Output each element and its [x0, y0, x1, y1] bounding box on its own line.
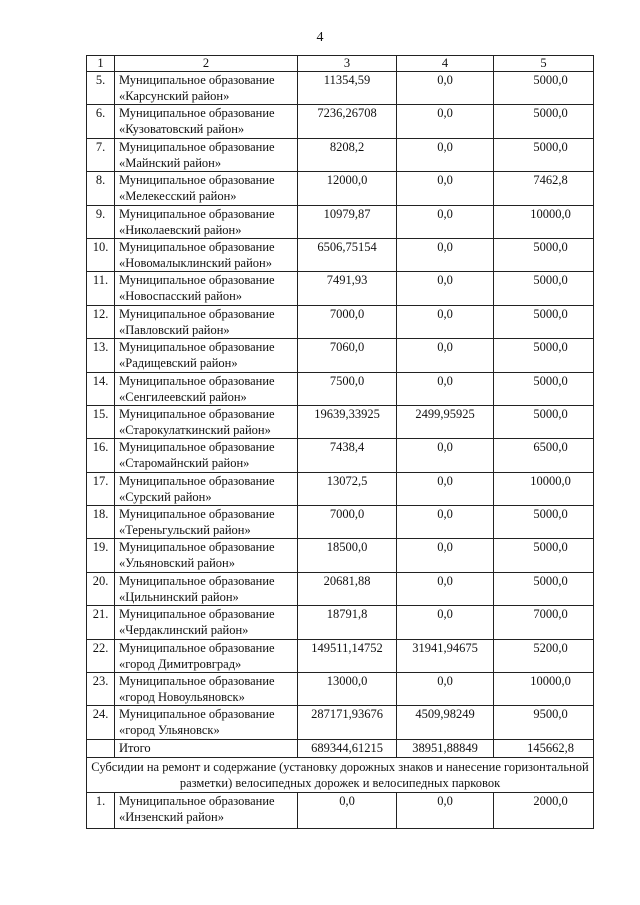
total-row	[87, 739, 594, 757]
row-number: 15.	[87, 405, 115, 438]
row-number: 14.	[87, 372, 115, 405]
municipality-title: «Кузоватовский район»	[119, 122, 245, 137]
municipality-type: Муниципальное образование	[119, 306, 275, 321]
value-col-3: 13000,0	[298, 673, 397, 706]
municipality-type: Муниципальное образование	[119, 707, 275, 722]
municipality-name	[115, 539, 298, 572]
municipality-type: Муниципальное образование	[119, 507, 275, 522]
value-col-4: 2499,95925	[397, 405, 494, 438]
municipality-title: «Павловский район»	[119, 322, 230, 337]
value-col-3: 20681,88	[298, 572, 397, 605]
value-col-4: 0,0	[397, 439, 494, 472]
value-col-5: 10000,0	[494, 673, 594, 706]
value-col-4: 0,0	[397, 606, 494, 639]
municipality-title: «Ульяновский район»	[119, 556, 235, 571]
value-col-3: 7236,26708	[298, 105, 397, 138]
municipality-title: «город Ульяновск»	[119, 723, 220, 738]
municipality-name	[115, 606, 298, 639]
municipality-name	[115, 792, 298, 828]
value-col-4: 0,0	[397, 305, 494, 338]
value-col-5: 5000,0	[494, 72, 594, 105]
header-row	[87, 56, 594, 72]
row-number: 6.	[87, 105, 115, 138]
page-number: 4	[316, 30, 324, 45]
value-col-4: 0,0	[397, 272, 494, 305]
value-col-3: 13072,5	[298, 472, 397, 505]
municipality-title: «Радищевский район»	[119, 356, 238, 371]
row-number: 20.	[87, 572, 115, 605]
value-col-4: 0,0	[397, 792, 494, 828]
value-col-4: 0,0	[397, 72, 494, 105]
value-col-5: 5000,0	[494, 138, 594, 171]
value-col-5: 5000,0	[494, 105, 594, 138]
value-col-5: 10000,0	[494, 472, 594, 505]
municipality-type: Муниципальное образование	[119, 106, 275, 121]
table-body	[87, 72, 594, 829]
municipality-name	[115, 305, 298, 338]
municipality-type: Муниципальное образование	[119, 674, 275, 689]
municipality-type: Муниципальное образование	[119, 273, 275, 288]
municipality-type: Муниципальное образование	[119, 573, 275, 588]
municipality-title: «Новоспасский район»	[119, 289, 243, 304]
header-col-5: 5	[494, 56, 594, 72]
municipality-name	[115, 105, 298, 138]
value-col-3: 7491,93	[298, 272, 397, 305]
municipality-type: Муниципальное образование	[119, 406, 275, 421]
table-row	[87, 606, 594, 639]
municipality-type: Муниципальное образование	[119, 640, 275, 655]
table-row	[87, 639, 594, 672]
municipality-type: Муниципальное образование	[119, 607, 275, 622]
value-col-4: 0,0	[397, 205, 494, 238]
municipality-type: Муниципальное образование	[119, 473, 275, 488]
row-number: 1.	[87, 792, 115, 828]
municipality-name	[115, 472, 298, 505]
municipality-name	[115, 506, 298, 539]
municipality-name	[115, 238, 298, 271]
row-number: 9.	[87, 205, 115, 238]
header-col-4: 4	[397, 56, 494, 72]
municipality-type: Муниципальное образование	[119, 139, 275, 154]
municipality-title: «город Новоульяновск»	[119, 690, 245, 705]
municipality-title: «Цильнинский район»	[119, 589, 239, 604]
table-row	[87, 238, 594, 271]
value-col-3: 7438,4	[298, 439, 397, 472]
municipality-name	[115, 372, 298, 405]
value-col-4: 0,0	[397, 472, 494, 505]
row-number: 10.	[87, 238, 115, 271]
row-number: 5.	[87, 72, 115, 105]
value-col-5: 6500,0	[494, 439, 594, 472]
total-col-5: 145662,8	[494, 739, 594, 757]
table-row	[87, 539, 594, 572]
table-row	[87, 372, 594, 405]
municipality-type: Муниципальное образование	[119, 73, 275, 87]
municipality-title: «Тереньгульский район»	[119, 523, 251, 538]
municipality-title: «Сенгилеевский район»	[119, 389, 247, 404]
table-row	[87, 339, 594, 372]
value-col-3: 7500,0	[298, 372, 397, 405]
value-col-3: 6506,75154	[298, 238, 397, 271]
municipality-name	[115, 706, 298, 739]
municipality-type: Муниципальное образование	[119, 340, 275, 355]
municipality-type: Муниципальное образование	[119, 173, 275, 188]
municipality-title: «Карсунский район»	[119, 89, 230, 103]
value-col-5: 5000,0	[494, 272, 594, 305]
municipality-title: «Мелекесский район»	[119, 189, 237, 204]
value-col-3: 19639,33925	[298, 405, 397, 438]
value-col-3: 0,0	[298, 792, 397, 828]
value-col-4: 0,0	[397, 105, 494, 138]
municipality-title: «Николаевский район»	[119, 222, 242, 237]
table-row	[87, 272, 594, 305]
table-row	[87, 72, 594, 105]
value-col-4: 0,0	[397, 172, 494, 205]
table-row	[87, 172, 594, 205]
header-col-1: 1	[87, 56, 115, 72]
municipality-type: Муниципальное образование	[119, 540, 275, 555]
row-number: 19.	[87, 539, 115, 572]
row-number: 22.	[87, 639, 115, 672]
value-col-5: 5200,0	[494, 639, 594, 672]
value-col-5: 5000,0	[494, 405, 594, 438]
value-col-4: 0,0	[397, 372, 494, 405]
value-col-3: 18500,0	[298, 539, 397, 572]
table-row	[87, 305, 594, 338]
section-header-row	[87, 757, 594, 792]
row-number: 13.	[87, 339, 115, 372]
municipality-name	[115, 639, 298, 672]
value-col-3: 12000,0	[298, 172, 397, 205]
value-col-5: 2000,0	[494, 792, 594, 828]
table-row	[87, 472, 594, 505]
municipality-type: Муниципальное образование	[119, 440, 275, 455]
table-row	[87, 792, 594, 828]
table-row	[87, 405, 594, 438]
municipality-type: Муниципальное образование	[119, 373, 275, 388]
municipality-title: «Старокулаткинский район»	[119, 422, 271, 437]
municipality-type: Муниципальное образование	[119, 206, 275, 221]
municipality-name	[115, 205, 298, 238]
municipality-name	[115, 138, 298, 171]
value-col-5: 7000,0	[494, 606, 594, 639]
municipality-type: Муниципальное образование	[119, 793, 275, 808]
value-col-4: 0,0	[397, 138, 494, 171]
municipality-name	[115, 72, 298, 105]
row-number: 21.	[87, 606, 115, 639]
value-col-3: 7000,0	[298, 305, 397, 338]
table-row	[87, 138, 594, 171]
table-row	[87, 673, 594, 706]
value-col-5: 5000,0	[494, 238, 594, 271]
header-col-2: 2	[115, 56, 298, 72]
row-number: 18.	[87, 506, 115, 539]
value-col-4: 0,0	[397, 673, 494, 706]
municipality-title: «Инзенский район»	[119, 809, 224, 824]
total-label: Итого	[115, 739, 298, 757]
municipality-title: «Сурский район»	[119, 489, 212, 504]
value-col-4: 31941,94675	[397, 639, 494, 672]
value-col-5: 5000,0	[494, 539, 594, 572]
value-col-5: 7462,8	[494, 172, 594, 205]
municipality-title: «Новомалыклинский район»	[119, 255, 272, 270]
municipality-title: «Чердаклинский район»	[119, 623, 249, 638]
row-number: 11.	[87, 272, 115, 305]
total-col-3: 689344,61215	[298, 739, 397, 757]
municipality-type: Муниципальное образование	[119, 239, 275, 254]
table-row	[87, 205, 594, 238]
municipality-title: «город Димитровград»	[119, 656, 242, 671]
municipality-name	[115, 405, 298, 438]
municipality-title: «Майнский район»	[119, 155, 222, 170]
value-col-4: 0,0	[397, 539, 494, 572]
row-number: 17.	[87, 472, 115, 505]
subsidy-table	[86, 55, 594, 829]
value-col-5: 5000,0	[494, 506, 594, 539]
value-col-3: 287171,93676	[298, 706, 397, 739]
table-row	[87, 572, 594, 605]
value-col-5: 10000,0	[494, 205, 594, 238]
value-col-3: 18791,8	[298, 606, 397, 639]
total-empty	[87, 739, 115, 757]
municipality-name	[115, 172, 298, 205]
value-col-3: 7000,0	[298, 506, 397, 539]
row-number: 24.	[87, 706, 115, 739]
table-row	[87, 706, 594, 739]
row-number: 23.	[87, 673, 115, 706]
table-row	[87, 105, 594, 138]
section-title: Субсидии на ремонт и содержание (установку дорожных знаков и нанесение горизонтальной разметки) велосипедных дорожек и велосипедных парковок	[87, 757, 594, 792]
municipality-name	[115, 339, 298, 372]
row-number: 8.	[87, 172, 115, 205]
total-col-4: 38951,88849	[397, 739, 494, 757]
municipality-name	[115, 272, 298, 305]
value-col-5: 5000,0	[494, 372, 594, 405]
table-row	[87, 439, 594, 472]
municipality-name	[115, 572, 298, 605]
value-col-3: 11354,59	[298, 72, 397, 105]
row-number: 16.	[87, 439, 115, 472]
value-col-4: 4509,98249	[397, 706, 494, 739]
value-col-4: 0,0	[397, 572, 494, 605]
row-number: 7.	[87, 138, 115, 171]
value-col-3: 8208,2	[298, 138, 397, 171]
header-col-3: 3	[298, 56, 397, 72]
value-col-5: 5000,0	[494, 305, 594, 338]
row-number: 12.	[87, 305, 115, 338]
value-col-5: 5000,0	[494, 339, 594, 372]
table-row	[87, 506, 594, 539]
value-col-5: 5000,0	[494, 572, 594, 605]
value-col-3: 10979,87	[298, 205, 397, 238]
municipality-name	[115, 439, 298, 472]
value-col-3: 7060,0	[298, 339, 397, 372]
value-col-4: 0,0	[397, 339, 494, 372]
value-col-5: 9500,0	[494, 706, 594, 739]
municipality-title: «Старомайнский район»	[119, 456, 250, 471]
value-col-3: 149511,14752	[298, 639, 397, 672]
value-col-4: 0,0	[397, 238, 494, 271]
municipality-name	[115, 673, 298, 706]
value-col-4: 0,0	[397, 506, 494, 539]
